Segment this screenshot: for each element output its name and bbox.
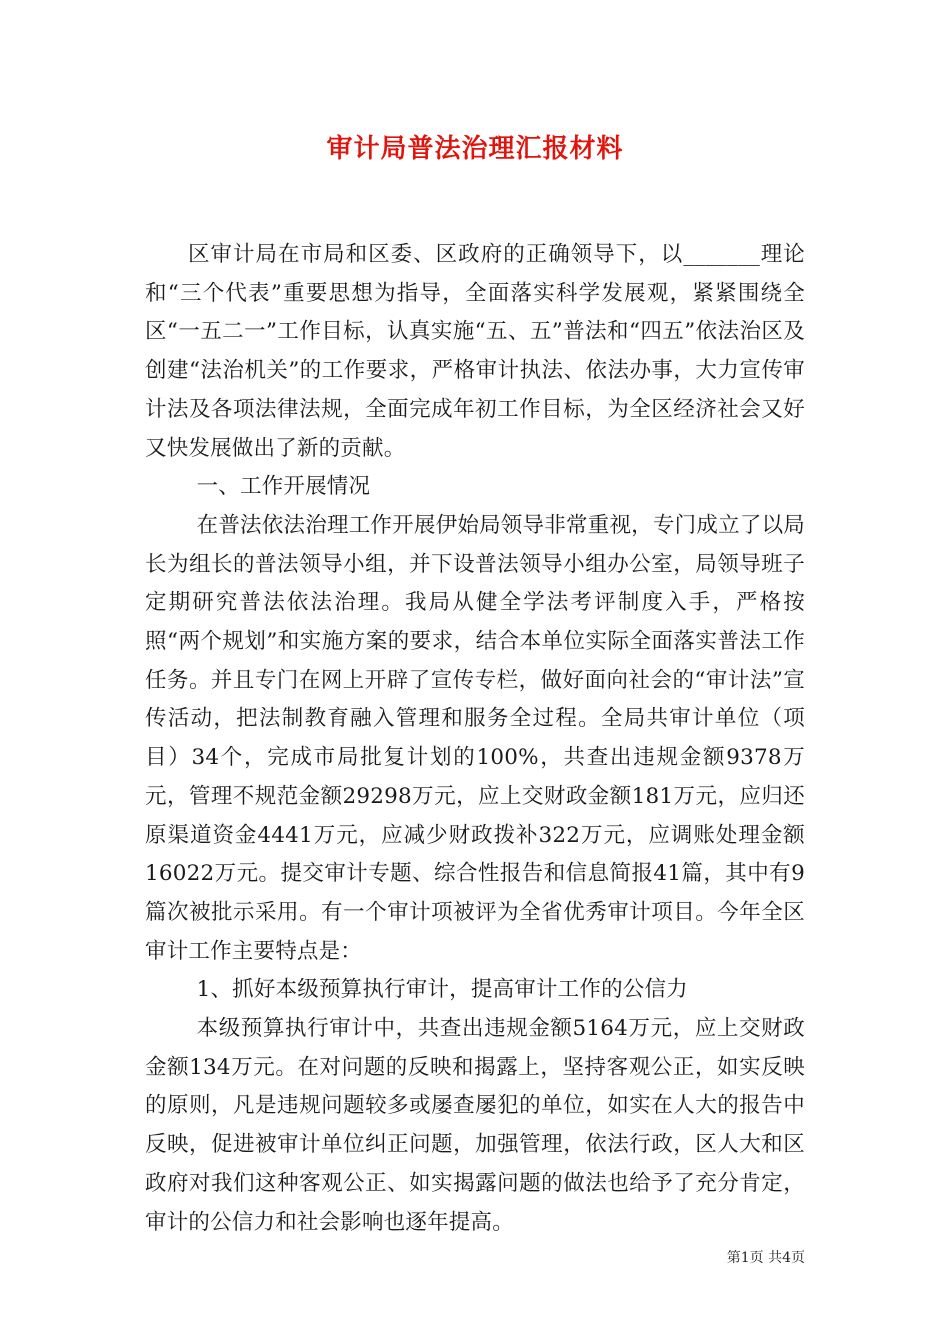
section-heading: 一、工作开展情况 xyxy=(196,474,371,500)
intro-paragraph: 区审计局在市局和区委、区政府的正确领导下，以_______理论和“三个代表”重要思想为指导，全面落实科学发展观，紧紧围绕全区“一五二一”工作目标，认真实施“五、五”普法和“四五”依法治区及创建“法治机关”的工作要求，严格审计执法、依法办事，大力宣传审计法及各项法律法规，全面完成年初工作目标，为全区经济社会又好又快发展做出了新的贡献。 xyxy=(145,242,805,461)
document-body xyxy=(145,236,805,1242)
subsection-heading: 1、抓好本级预算执行审计，提高审计工作的公信力 xyxy=(196,977,688,1003)
document-title: 审计局普法治理汇报材料 xyxy=(326,134,624,164)
budget-paragraph: 本级预算执行审计中，共查出违规金额5164万元，应上交财政金额134万元。在对问题的反映和揭露上，坚持客观公正，如实反映的原则，凡是违规问题较多或屡查屡犯的单位，如实在人大的报告中反映，促进被审计单位纠正问题，加强管理，依法行政，区人大和区政府对我们这种客观公正、如实揭露问题的做法也给予了充分肯定，审计的公信力和社会影响也逐年提高。 xyxy=(145,1016,805,1235)
work-paragraph: 在普法依法治理工作开展伊始局领导非常重视，专门成立了以局长为组长的普法领导小组，并下设普法领导小组办公室，局领导班子定期研究普法依法治理。我局从健全学法考评制度入手，严格按照“两个规划”和实施方案的要求，结合本单位实际全面落实普法工作任务。并且专门在网上开辟了宣传专栏，做好面向社会的“审计法”宣传活动，把法制教育融入管理和服务全过程。全局共审计单位（项目）34个，完成市局批复计划的100%，共查出违规金额9378万元，管理不规范金额29298万元，应上交财政金额181万元，应归还原渠道资金4441万元，应减少财政拨补322万元，应调账处理金额16022万元。提交审计专题、综合性报告和信息简报41篇，其中有9篇次被批示采用。有一个审计项被评为全省优秀审计项目。今年全区审计工作主要特点是： xyxy=(145,512,805,964)
page-number-footer: 第1页 共4页 xyxy=(726,1250,805,1266)
